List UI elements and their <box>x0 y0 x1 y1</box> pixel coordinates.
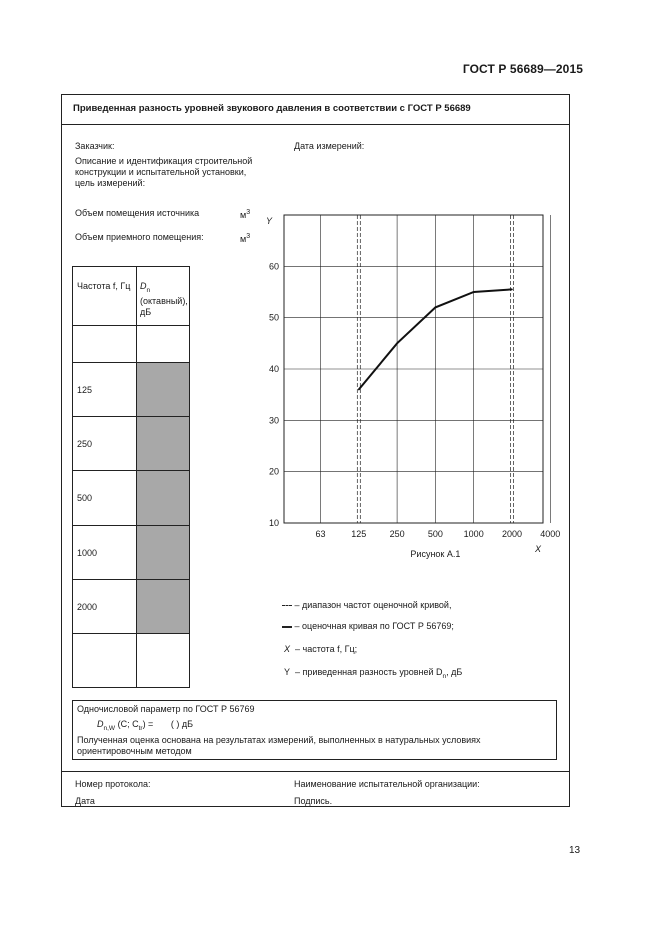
y-tick-label: 40 <box>268 364 279 374</box>
legend-solid: – оценочная кривая по ГОСТ Р 56769; <box>282 621 454 631</box>
dn-value-cell <box>137 471 190 526</box>
y-tick-label: 60 <box>268 261 279 272</box>
x-tick-label: 125 <box>351 529 367 539</box>
freq-cell: 500 <box>73 471 137 526</box>
legend-dashed: – диапазон частот оценочной кривой, <box>282 600 451 610</box>
freq-cell: 1000 <box>73 526 137 580</box>
x-tick-label: 2000 <box>501 529 523 539</box>
test-organization-label: Наименование испытательной организации: <box>294 779 480 789</box>
source-room-volume-unit: $м^3$ <box>240 209 251 220</box>
dn-value-cell <box>137 417 190 471</box>
x-tick-label: 500 <box>427 529 443 539</box>
page-number: 13 <box>569 845 581 856</box>
x-tick-label: 63 <box>315 529 326 539</box>
protocol-number-label: Номер протокола: <box>75 779 151 789</box>
freq-cell <box>73 634 137 688</box>
curve-point <box>511 289 513 291</box>
signature-label: Подпись. <box>294 796 333 806</box>
dn-value-cell <box>137 634 190 688</box>
y-axis-label: Y <box>266 216 273 226</box>
method-note: Полученная оценка основана на результатах измерений, выполненных в натуральных условиях ориентировочным методом <box>77 735 481 756</box>
measurement-date-label: Дата измерений: <box>294 141 365 151</box>
description-label: Описание и идентификация строительной конструкции и испытательной установки, цель измерений: <box>75 156 253 188</box>
y-tick-label: 10 <box>268 518 279 528</box>
curve-point <box>396 343 398 345</box>
table-row <box>73 580 190 634</box>
freq-cell: 125 <box>73 363 137 417</box>
freq-header-cell <box>73 267 137 326</box>
rating-formula: $D_{n,W}$ (C; $C_{tr}$) = ( ) дБ <box>97 719 193 732</box>
chart-grid <box>269 215 560 539</box>
dn-value-cell <box>137 580 190 634</box>
title-divider <box>61 124 570 125</box>
dn-value-cell <box>137 326 190 363</box>
table-header-row <box>73 267 190 326</box>
x-tick-label: 250 <box>389 529 405 539</box>
x-tick-label: 4000 <box>540 529 561 539</box>
freq-cell: 250 <box>73 417 137 471</box>
customer-label: Заказчик: <box>75 141 115 151</box>
curve-point <box>435 307 437 309</box>
table-row <box>73 417 190 471</box>
frequency-table <box>72 266 190 688</box>
single-number-param-label: Одночисловой параметр по ГОСТ Р 56769 <box>77 704 255 714</box>
curve-point <box>358 389 360 391</box>
y-tick-label: 50 <box>268 312 279 323</box>
table-row <box>73 471 190 526</box>
x-tick-label: 1000 <box>463 529 484 539</box>
freq-cell: 2000 <box>73 580 137 634</box>
dn-header-cell <box>137 267 190 326</box>
receiving-room-volume-unit: $м^3$ <box>240 233 251 244</box>
dn-value-cell <box>137 526 190 580</box>
standard-header: ГОСТ Р 56689—2015 <box>462 62 583 76</box>
dn-column-header: $D_n$ (октавный), дБ <box>140 281 188 317</box>
table-row <box>73 526 190 580</box>
y-tick-label: 30 <box>268 415 279 426</box>
x-axis-label: X <box>535 544 542 554</box>
table-row <box>73 326 190 363</box>
freq-cell <box>73 326 137 363</box>
dashed-line-sample <box>282 605 292 606</box>
date-label: Дата <box>75 796 95 806</box>
table-row <box>73 634 190 688</box>
chart-caption: Рисунок А.1 <box>410 549 461 559</box>
source-room-volume-label: Объем помещения источника <box>75 208 200 218</box>
legend-y: Y – приведенная разность уровней $D_n$, дБ <box>284 667 463 680</box>
freq-column-header: Частота f, Гц <box>77 281 131 291</box>
curve-point <box>473 291 475 293</box>
form-title: Приведенная разность уровней звукового давления в соответствии с ГОСТ Р 56689 <box>73 103 471 114</box>
legend-x: X – частота f, Гц; <box>284 644 358 654</box>
rating-chart <box>262 210 561 565</box>
footer-divider <box>61 771 570 772</box>
receiving-room-volume-label: Объем приемного помещения: <box>75 232 204 242</box>
table-row <box>73 363 190 417</box>
dn-value-cell <box>137 363 190 417</box>
solid-line-sample <box>282 626 292 628</box>
y-tick-label: 20 <box>268 466 279 477</box>
